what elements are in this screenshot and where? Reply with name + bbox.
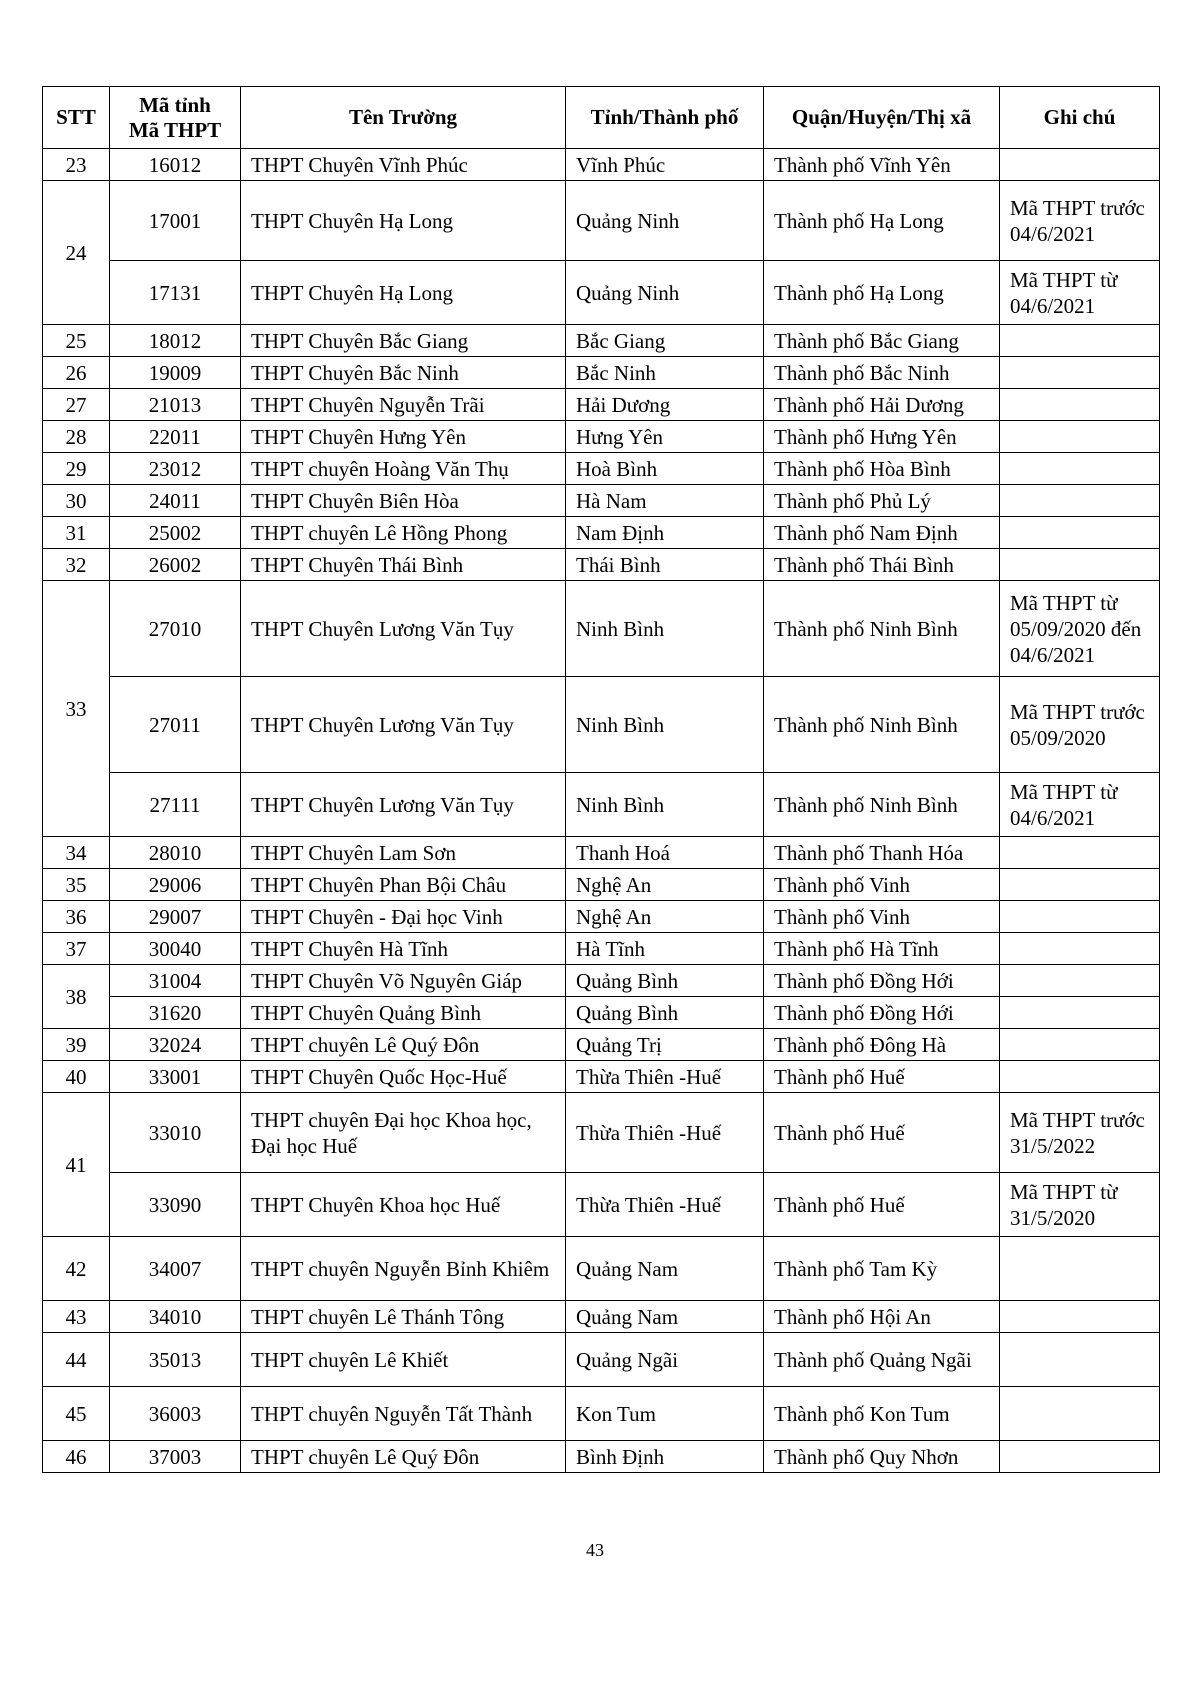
header-school: Tên Trường	[241, 87, 566, 149]
cell-district: Thành phố Hải Dương	[764, 389, 1000, 421]
cell-school: THPT chuyên Lê Quý Đôn	[241, 1441, 566, 1473]
cell-district: Thành phố Kon Tum	[764, 1387, 1000, 1441]
cell-province: Vĩnh Phúc	[566, 149, 764, 181]
cell-district: Thành phố Đồng Hới	[764, 965, 1000, 997]
cell-code: 28010	[110, 837, 241, 869]
cell-code: 29006	[110, 869, 241, 901]
cell-province: Bắc Ninh	[566, 357, 764, 389]
cell-code: 19009	[110, 357, 241, 389]
cell-school: THPT chuyên Lê Thánh Tông	[241, 1301, 566, 1333]
table-row	[43, 149, 1160, 181]
cell-code: 34007	[110, 1237, 241, 1301]
cell-school: THPT Chuyên Nguyễn Trãi	[241, 389, 566, 421]
cell-district: Thành phố Bắc Ninh	[764, 357, 1000, 389]
cell-school: THPT Chuyên Quảng Bình	[241, 997, 566, 1029]
cell-school: THPT Chuyên Bắc Ninh	[241, 357, 566, 389]
cell-district: Thành phố Đồng Hới	[764, 997, 1000, 1029]
cell-note	[1000, 965, 1160, 997]
header-district: Quận/Huyện/Thị xã	[764, 87, 1000, 149]
cell-note	[1000, 421, 1160, 453]
cell-stt: 27	[43, 389, 110, 421]
table-row	[43, 1093, 1160, 1173]
table-row	[43, 517, 1160, 549]
table-row	[43, 581, 1160, 677]
cell-school: THPT Chuyên Bắc Giang	[241, 325, 566, 357]
header-code-line2: Mã THPT	[128, 117, 222, 142]
table-row	[43, 1061, 1160, 1093]
cell-school: THPT Chuyên Lương Văn Tụy	[241, 677, 566, 773]
cell-district: Thành phố Quy Nhơn	[764, 1441, 1000, 1473]
cell-code: 23012	[110, 453, 241, 485]
table-row	[43, 485, 1160, 517]
cell-note	[1000, 1029, 1160, 1061]
cell-stt: 34	[43, 837, 110, 869]
table-row	[43, 357, 1160, 389]
cell-province: Nam Định	[566, 517, 764, 549]
table-row	[43, 773, 1160, 837]
cell-code: 35013	[110, 1333, 241, 1387]
cell-province: Hà Nam	[566, 485, 764, 517]
table-row	[43, 997, 1160, 1029]
cell-note	[1000, 1061, 1160, 1093]
cell-code: 17131	[110, 261, 241, 325]
table-row	[43, 453, 1160, 485]
cell-code: 16012	[110, 149, 241, 181]
cell-note	[1000, 1301, 1160, 1333]
cell-school: THPT Chuyên Võ Nguyên Giáp	[241, 965, 566, 997]
header-row	[43, 87, 1160, 149]
cell-district: Thành phố Huế	[764, 1173, 1000, 1237]
cell-school: THPT Chuyên Hưng Yên	[241, 421, 566, 453]
cell-code: 24011	[110, 485, 241, 517]
cell-province: Quảng Ninh	[566, 261, 764, 325]
table-row	[43, 1237, 1160, 1301]
cell-stt: 43	[43, 1301, 110, 1333]
header-code	[110, 87, 241, 149]
cell-stt: 28	[43, 421, 110, 453]
table-row	[43, 1029, 1160, 1061]
cell-district: Thành phố Vĩnh Yên	[764, 149, 1000, 181]
cell-district: Thành phố Huế	[764, 1093, 1000, 1173]
cell-province: Nghệ An	[566, 901, 764, 933]
cell-stt: 42	[43, 1237, 110, 1301]
cell-note: Mã THPT từ 05/09/2020 đến 04/6/2021	[1000, 581, 1160, 677]
cell-note	[1000, 837, 1160, 869]
cell-code: 31004	[110, 965, 241, 997]
cell-province: Hoà Bình	[566, 453, 764, 485]
cell-province: Quảng Ngãi	[566, 1333, 764, 1387]
cell-school: THPT Chuyên Biên Hòa	[241, 485, 566, 517]
header-province: Tỉnh/Thành phố	[566, 87, 764, 149]
cell-district: Thành phố Tam Kỳ	[764, 1237, 1000, 1301]
cell-stt: 23	[43, 149, 110, 181]
cell-province: Nghệ An	[566, 869, 764, 901]
cell-school: THPT Chuyên Hạ Long	[241, 181, 566, 261]
cell-stt: 36	[43, 901, 110, 933]
cell-school: THPT chuyên Lê Quý Đôn	[241, 1029, 566, 1061]
table-row	[43, 1387, 1160, 1441]
cell-code: 27111	[110, 773, 241, 837]
cell-school: THPT chuyên Lê Hồng Phong	[241, 517, 566, 549]
cell-school: THPT Chuyên Lương Văn Tụy	[241, 773, 566, 837]
cell-province: Quảng Trị	[566, 1029, 764, 1061]
cell-province: Hải Dương	[566, 389, 764, 421]
cell-school: THPT Chuyên Hà Tĩnh	[241, 933, 566, 965]
cell-district: Thành phố Hưng Yên	[764, 421, 1000, 453]
cell-code: 33010	[110, 1093, 241, 1173]
cell-code: 21013	[110, 389, 241, 421]
cell-code: 33090	[110, 1173, 241, 1237]
cell-stt: 38	[43, 965, 110, 1029]
cell-stt: 24	[43, 181, 110, 325]
cell-note	[1000, 1237, 1160, 1301]
cell-note: Mã THPT trước 05/09/2020	[1000, 677, 1160, 773]
cell-stt: 31	[43, 517, 110, 549]
cell-school: THPT chuyên Đại học Khoa học, Đại học Huế	[241, 1093, 566, 1173]
table-row	[43, 677, 1160, 773]
table-row	[43, 1333, 1160, 1387]
table-row	[43, 325, 1160, 357]
cell-school: THPT Chuyên Khoa học Huế	[241, 1173, 566, 1237]
cell-province: Ninh Bình	[566, 677, 764, 773]
cell-note	[1000, 1387, 1160, 1441]
cell-district: Thành phố Ninh Bình	[764, 677, 1000, 773]
header-code-line1: Mã tỉnh	[139, 92, 211, 117]
cell-stt: 37	[43, 933, 110, 965]
header-stt: STT	[43, 87, 110, 149]
cell-code: 32024	[110, 1029, 241, 1061]
cell-district: Thành phố Hà Tĩnh	[764, 933, 1000, 965]
cell-district: Thành phố Hạ Long	[764, 261, 1000, 325]
cell-note	[1000, 933, 1160, 965]
cell-school: THPT Chuyên Quốc Học-Huế	[241, 1061, 566, 1093]
table-row	[43, 837, 1160, 869]
table-row	[43, 901, 1160, 933]
cell-note	[1000, 869, 1160, 901]
cell-code: 27011	[110, 677, 241, 773]
table-row	[43, 549, 1160, 581]
table-row	[43, 869, 1160, 901]
cell-code: 31620	[110, 997, 241, 1029]
table-row	[43, 421, 1160, 453]
cell-stt: 40	[43, 1061, 110, 1093]
cell-school: THPT Chuyên Hạ Long	[241, 261, 566, 325]
cell-code: 34010	[110, 1301, 241, 1333]
cell-district: Thành phố Huế	[764, 1061, 1000, 1093]
cell-stt: 26	[43, 357, 110, 389]
cell-province: Thừa Thiên -Huế	[566, 1093, 764, 1173]
cell-province: Quảng Bình	[566, 965, 764, 997]
cell-note	[1000, 1333, 1160, 1387]
table-row	[43, 1301, 1160, 1333]
header-note: Ghi chú	[1000, 87, 1160, 149]
table-row	[43, 933, 1160, 965]
cell-school: THPT chuyên Lê Khiết	[241, 1333, 566, 1387]
cell-code: 37003	[110, 1441, 241, 1473]
cell-district: Thành phố Quảng Ngãi	[764, 1333, 1000, 1387]
cell-district: Thành phố Vinh	[764, 901, 1000, 933]
table-row	[43, 181, 1160, 261]
page-number: 43	[586, 1540, 604, 1560]
cell-district: Thành phố Đông Hà	[764, 1029, 1000, 1061]
cell-stt: 41	[43, 1093, 110, 1237]
cell-school: THPT Chuyên - Đại học Vinh	[241, 901, 566, 933]
cell-code: 17001	[110, 181, 241, 261]
cell-province: Thừa Thiên -Huế	[566, 1173, 764, 1237]
cell-note	[1000, 357, 1160, 389]
cell-code: 26002	[110, 549, 241, 581]
cell-code: 29007	[110, 901, 241, 933]
cell-code: 33001	[110, 1061, 241, 1093]
cell-note: Mã THPT từ 04/6/2021	[1000, 773, 1160, 837]
cell-code: 30040	[110, 933, 241, 965]
cell-school: THPT Chuyên Thái Bình	[241, 549, 566, 581]
cell-code: 27010	[110, 581, 241, 677]
cell-note	[1000, 325, 1160, 357]
cell-school: THPT Chuyên Lam Sơn	[241, 837, 566, 869]
table-row	[43, 965, 1160, 997]
cell-district: Thành phố Nam Định	[764, 517, 1000, 549]
cell-note: Mã THPT trước 31/5/2022	[1000, 1093, 1160, 1173]
cell-note	[1000, 997, 1160, 1029]
table-body	[43, 149, 1160, 1473]
cell-province: Thừa Thiên -Huế	[566, 1061, 764, 1093]
cell-school: THPT Chuyên Vĩnh Phúc	[241, 149, 566, 181]
cell-district: Thành phố Thanh Hóa	[764, 837, 1000, 869]
cell-stt: 30	[43, 485, 110, 517]
cell-note	[1000, 485, 1160, 517]
cell-note	[1000, 1441, 1160, 1473]
table-row	[43, 1441, 1160, 1473]
cell-school: THPT Chuyên Phan Bội Châu	[241, 869, 566, 901]
cell-stt: 45	[43, 1387, 110, 1441]
table-row	[43, 261, 1160, 325]
cell-province: Quảng Bình	[566, 997, 764, 1029]
cell-stt: 44	[43, 1333, 110, 1387]
cell-province: Ninh Bình	[566, 773, 764, 837]
cell-province: Bình Định	[566, 1441, 764, 1473]
cell-province: Bắc Giang	[566, 325, 764, 357]
cell-code: 18012	[110, 325, 241, 357]
cell-district: Thành phố Vinh	[764, 869, 1000, 901]
cell-note	[1000, 549, 1160, 581]
cell-province: Thái Bình	[566, 549, 764, 581]
cell-district: Thành phố Ninh Bình	[764, 581, 1000, 677]
cell-note: Mã THPT trước 04/6/2021	[1000, 181, 1160, 261]
cell-stt: 39	[43, 1029, 110, 1061]
cell-note	[1000, 389, 1160, 421]
cell-province: Hà Tĩnh	[566, 933, 764, 965]
cell-note	[1000, 453, 1160, 485]
cell-code: 36003	[110, 1387, 241, 1441]
table-row	[43, 389, 1160, 421]
cell-district: Thành phố Hòa Bình	[764, 453, 1000, 485]
cell-note: Mã THPT từ 04/6/2021	[1000, 261, 1160, 325]
cell-stt: 35	[43, 869, 110, 901]
cell-stt: 46	[43, 1441, 110, 1473]
cell-district: Thành phố Ninh Bình	[764, 773, 1000, 837]
cell-district: Thành phố Thái Bình	[764, 549, 1000, 581]
cell-district: Thành phố Hạ Long	[764, 181, 1000, 261]
cell-note	[1000, 901, 1160, 933]
cell-stt: 25	[43, 325, 110, 357]
cell-code: 22011	[110, 421, 241, 453]
cell-stt: 33	[43, 581, 110, 837]
cell-province: Thanh Hoá	[566, 837, 764, 869]
cell-province: Quảng Nam	[566, 1301, 764, 1333]
cell-note	[1000, 517, 1160, 549]
cell-code: 25002	[110, 517, 241, 549]
cell-province: Kon Tum	[566, 1387, 764, 1441]
cell-school: THPT Chuyên Lương Văn Tụy	[241, 581, 566, 677]
cell-note: Mã THPT từ 31/5/2020	[1000, 1173, 1160, 1237]
cell-district: Thành phố Bắc Giang	[764, 325, 1000, 357]
cell-note	[1000, 149, 1160, 181]
cell-province: Quảng Ninh	[566, 181, 764, 261]
cell-district: Thành phố Hội An	[764, 1301, 1000, 1333]
cell-province: Quảng Nam	[566, 1237, 764, 1301]
cell-school: THPT chuyên Hoàng Văn Thụ	[241, 453, 566, 485]
table-row	[43, 1173, 1160, 1237]
schools-table	[42, 86, 1160, 1473]
cell-school: THPT chuyên Nguyễn Tất Thành	[241, 1387, 566, 1441]
cell-school: THPT chuyên Nguyễn Bỉnh Khiêm	[241, 1237, 566, 1301]
cell-province: Ninh Bình	[566, 581, 764, 677]
cell-province: Hưng Yên	[566, 421, 764, 453]
cell-stt: 29	[43, 453, 110, 485]
cell-district: Thành phố Phủ Lý	[764, 485, 1000, 517]
cell-stt: 32	[43, 549, 110, 581]
